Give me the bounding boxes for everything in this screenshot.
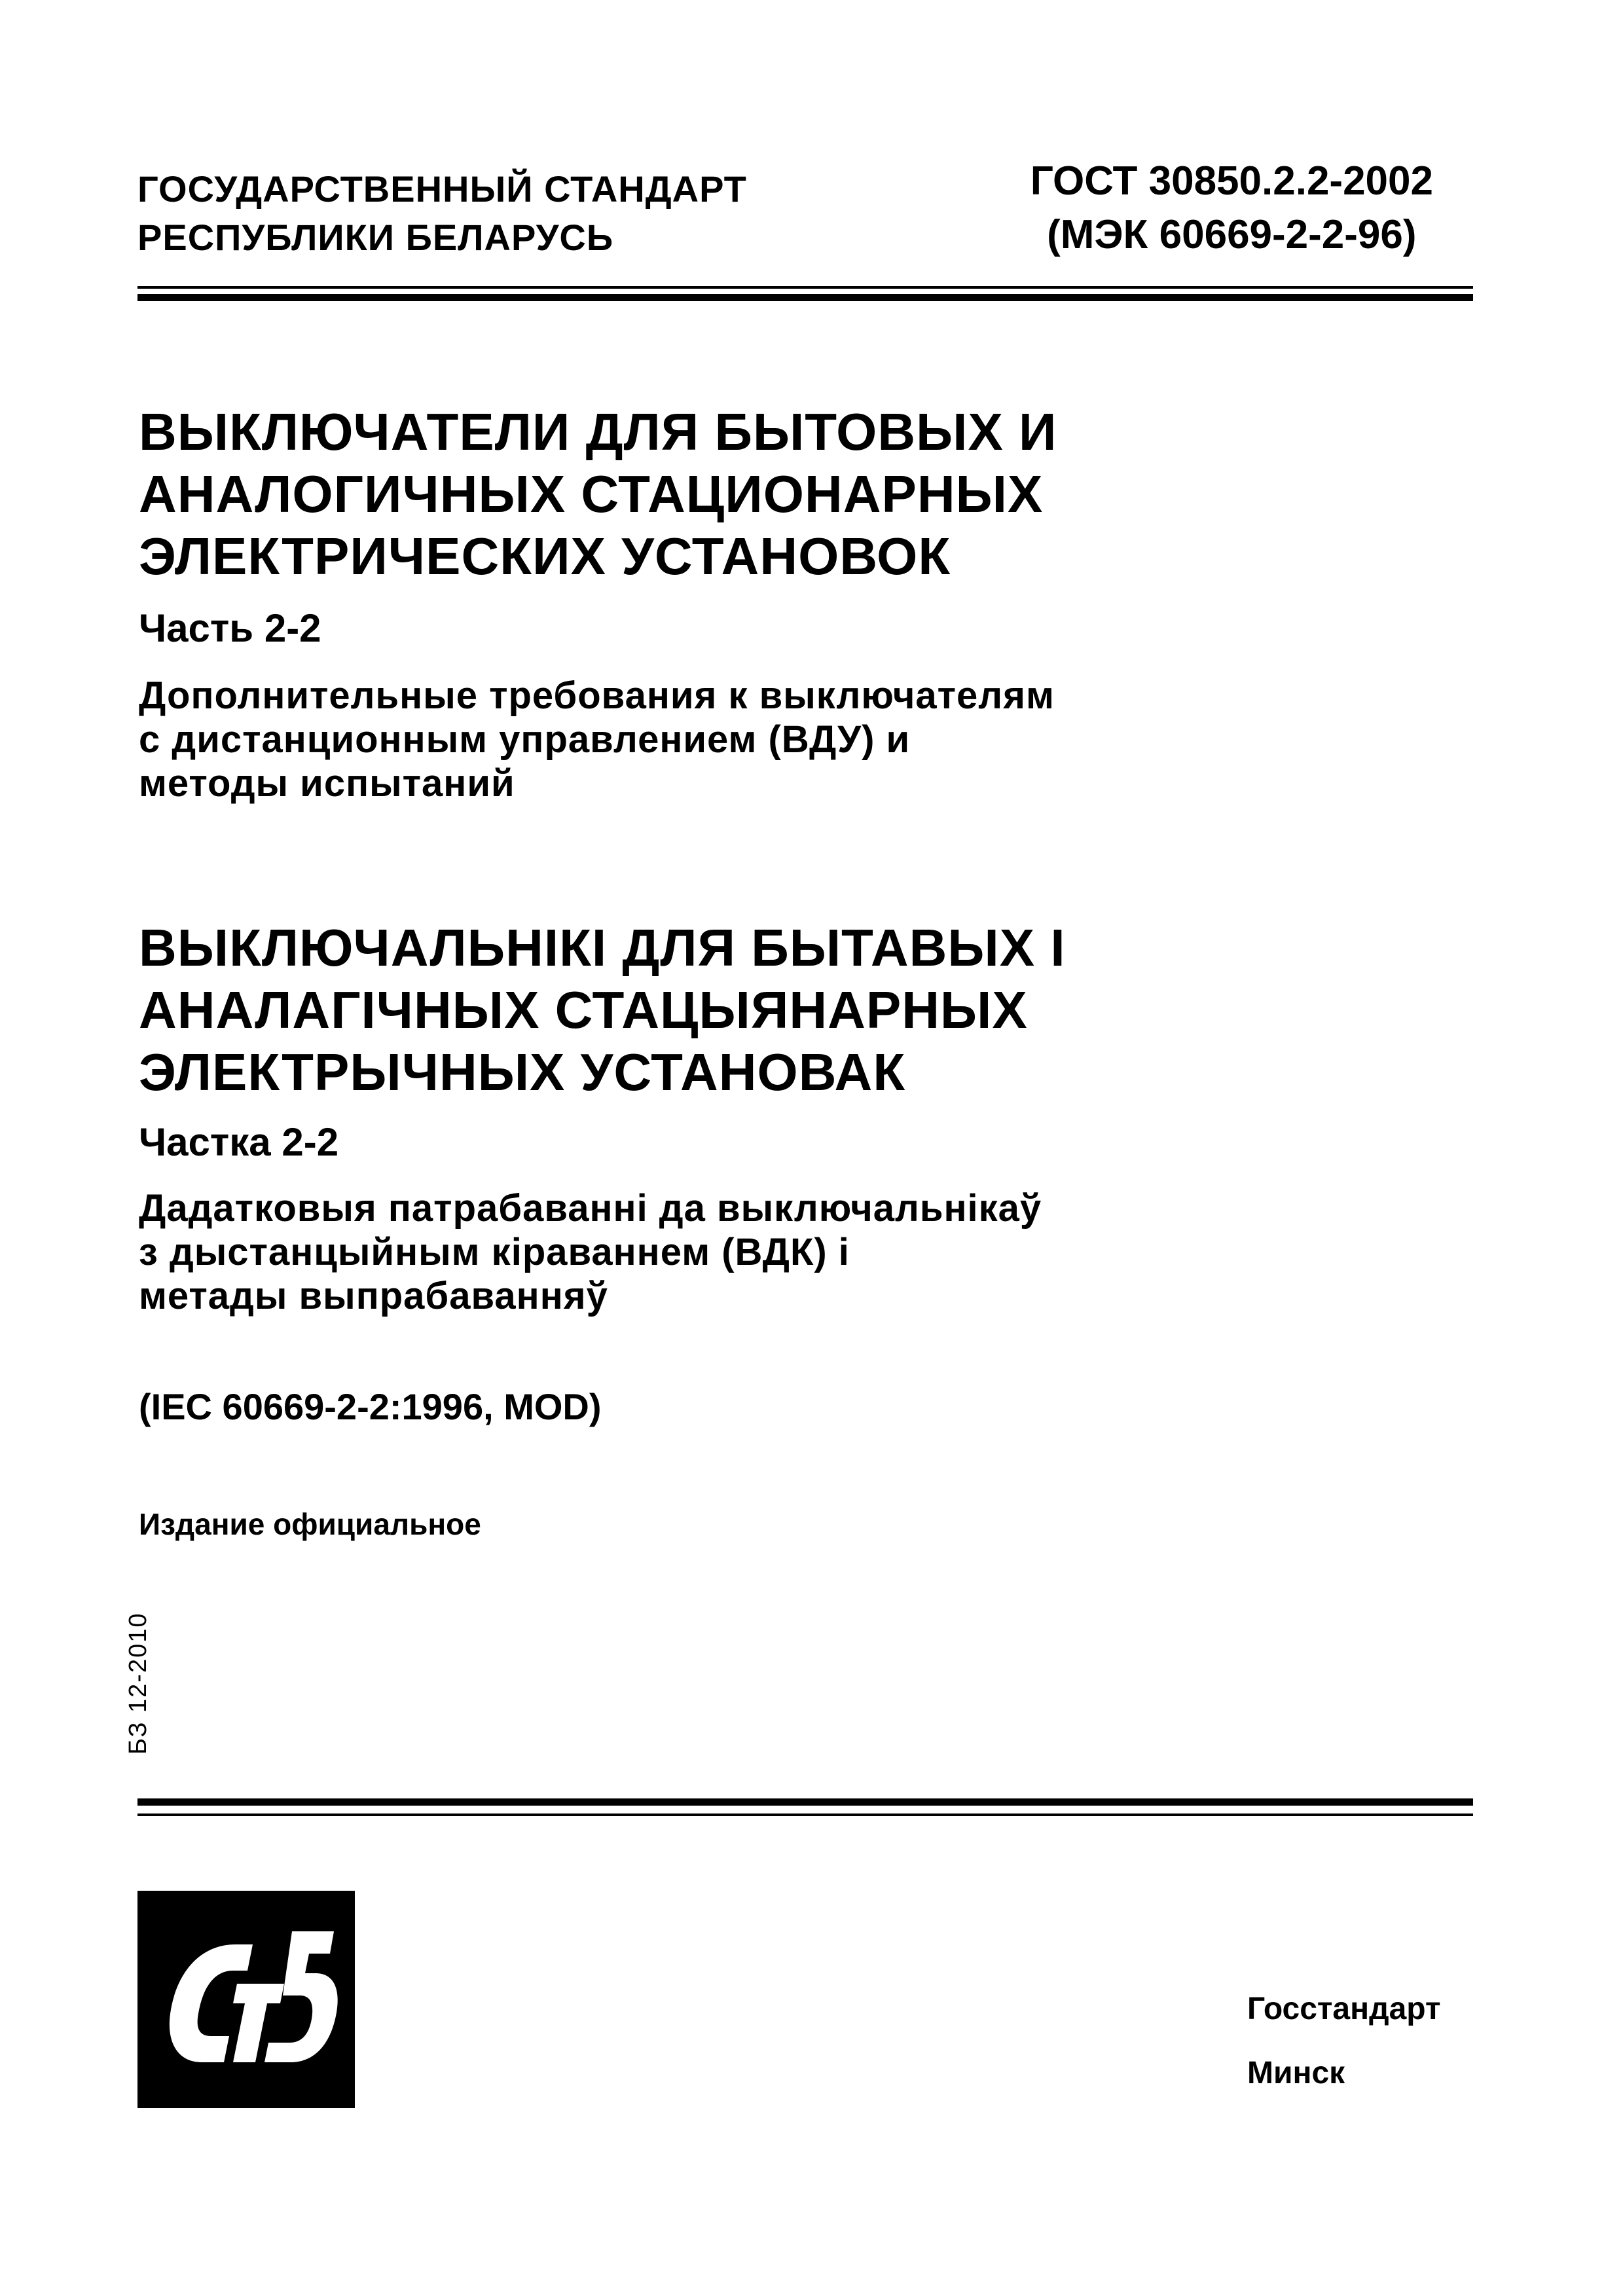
subtitle-ru-line-1: Дополнительные требования к выключателям xyxy=(139,674,1055,717)
title-by-line-3: ЭЛЕКТРЫЧНЫХ УСТАНОВАК xyxy=(139,1043,906,1101)
part-ru: Часть 2-2 xyxy=(139,606,321,650)
edition-label: Издание официальное xyxy=(139,1507,481,1541)
org-line-1: ГОСУДАРСТВЕННЫЙ СТАНДАРТ xyxy=(137,168,747,210)
standard-designation xyxy=(1030,155,1433,262)
title-ru-line-3: ЭЛЕКТРИЧЕСКИХ УСТАНОВОК xyxy=(139,527,951,585)
footer-rule-thick xyxy=(137,1798,1473,1806)
subtitle-by-line-2: з дыстанцыйным кіраваннем (ВДК) і xyxy=(139,1231,850,1273)
title-ru-line-1: ВЫКЛЮЧАТЕЛИ ДЛЯ БЫТОВЫХ И xyxy=(139,403,1057,461)
stb-logo-icon xyxy=(137,1891,355,2108)
issuing-organization xyxy=(137,165,747,262)
subtitle-by-line-1: Дадатковыя патрабаванні да выключальнікаў xyxy=(139,1187,1042,1230)
title-by xyxy=(139,917,1066,1103)
title-by-line-1: ВЫКЛЮЧАЛЬНІКІ ДЛЯ БЫТАВЫХ І xyxy=(139,919,1066,977)
subtitle-by-line-3: метады выпрабаванняў xyxy=(139,1275,608,1317)
iec-reference: (IEC 60669-2-2:1996, MOD) xyxy=(139,1386,602,1427)
iec-equivalent: (МЭК 60669-2-2-96) xyxy=(1047,212,1417,257)
part-by: Частка 2-2 xyxy=(139,1120,339,1164)
subtitle-ru xyxy=(139,674,1055,805)
title-ru xyxy=(139,401,1057,587)
publisher: Госстандарт xyxy=(1247,1992,1441,2026)
subtitle-ru-line-2: с дистанционным управлением (ВДУ) и xyxy=(139,718,911,761)
title-by-line-2: АНАЛАГІЧНЫХ СТАЦЫЯНАРНЫХ xyxy=(139,981,1028,1039)
subtitle-by xyxy=(139,1186,1042,1318)
side-code: БЗ 12-2010 xyxy=(124,1612,152,1755)
header-rule-thin xyxy=(137,286,1473,289)
subtitle-ru-line-3: методы испытаний xyxy=(139,762,515,805)
title-ru-line-2: АНАЛОГИЧНЫХ СТАЦИОНАРНЫХ xyxy=(139,465,1044,523)
publication-city: Минск xyxy=(1247,2056,1345,2090)
standard-number: ГОСТ 30850.2.2-2002 xyxy=(1030,158,1433,204)
org-line-2: РЕСПУБЛИКИ БЕЛАРУСЬ xyxy=(137,217,614,258)
header-rule-thick xyxy=(137,294,1473,301)
footer-rule-thin xyxy=(137,1813,1473,1816)
